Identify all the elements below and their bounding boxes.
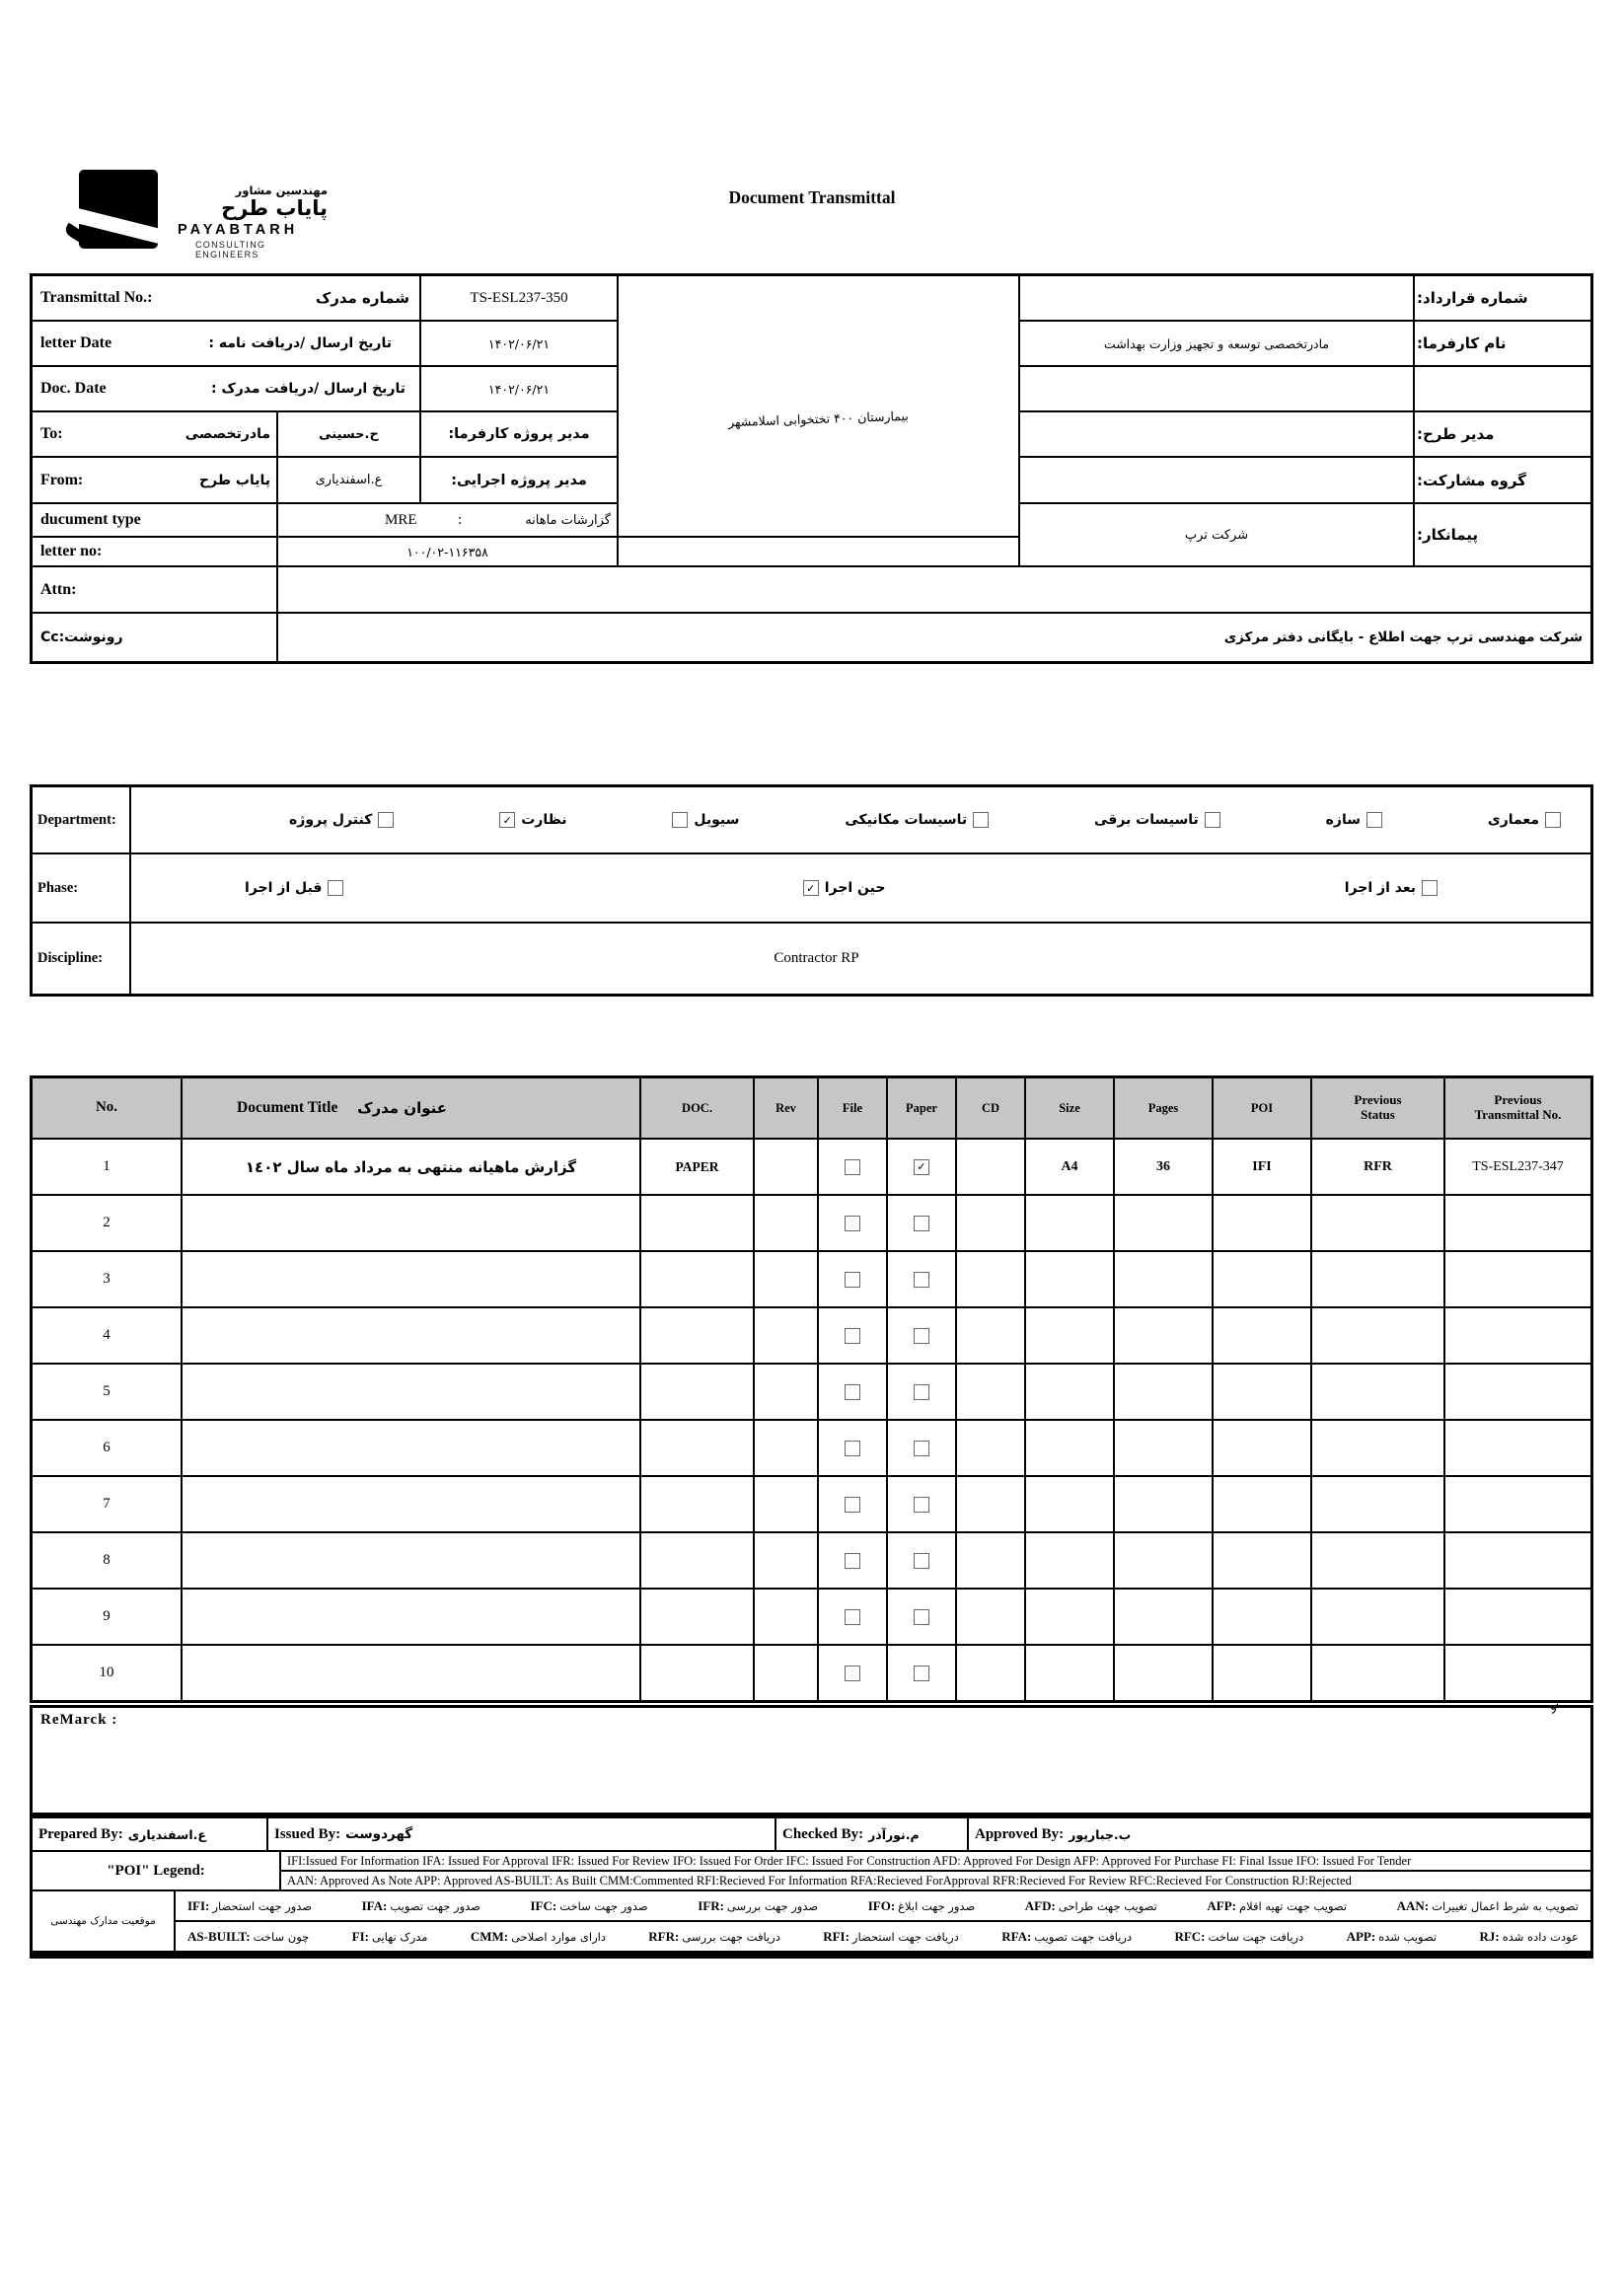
phase-option-during: ✓ حین اجرا bbox=[803, 880, 886, 896]
fa-legend-label: موقعیت مدارک مهندسی bbox=[50, 1915, 156, 1927]
project-control-checkbox[interactable] bbox=[378, 812, 394, 828]
col-no: No. bbox=[33, 1078, 183, 1138]
civil-checkbox[interactable] bbox=[672, 812, 688, 828]
doc-type-code: MRE bbox=[385, 511, 417, 528]
checked-by-label: Checked By: bbox=[782, 1825, 864, 1842]
table-row: 5 bbox=[33, 1365, 1590, 1421]
before-execution-checkbox[interactable] bbox=[328, 880, 343, 896]
dept-option-electrical: تاسیسات برقی bbox=[1094, 812, 1220, 828]
to-value: مادرتخصصی bbox=[185, 426, 270, 442]
approved-by-label: Approved By: bbox=[975, 1825, 1065, 1842]
file-checkbox[interactable] bbox=[845, 1216, 860, 1231]
to-label: To: bbox=[40, 425, 63, 442]
col-poi: POI bbox=[1214, 1078, 1312, 1138]
remark-label: ReMarck : bbox=[40, 1712, 118, 1728]
file-checkbox[interactable] bbox=[845, 1272, 860, 1288]
cc-label: Cc:رونوشت bbox=[40, 630, 123, 645]
legend-item-rfi: RFI: دریافت جهت استحضار bbox=[823, 1928, 959, 1944]
issued-by-value: گهردوست bbox=[345, 1826, 413, 1842]
paper-checkbox[interactable] bbox=[914, 1328, 929, 1344]
transmittal-info-table bbox=[30, 273, 1593, 664]
logo-en-name: PAYABTARH bbox=[178, 222, 299, 239]
department-options-row bbox=[131, 787, 1590, 852]
prepared-by-label: Prepared By: bbox=[38, 1825, 123, 1842]
paper-checkbox[interactable] bbox=[914, 1216, 929, 1231]
after-execution-checkbox[interactable] bbox=[1422, 880, 1438, 896]
plan-manager-label: مدیر طرح: bbox=[1417, 425, 1495, 443]
legend-item-aan: AAN: تصویب به شرط اعمال تغییرات bbox=[1396, 1897, 1579, 1913]
col-title: Document Title عنوان مدرک bbox=[183, 1078, 641, 1138]
partnership-label: گروه مشارکت: bbox=[1417, 471, 1526, 489]
file-checkbox[interactable] bbox=[845, 1384, 860, 1400]
table-row: 7 bbox=[33, 1477, 1590, 1533]
company-logo bbox=[79, 166, 375, 259]
col-prev-status: Previous Status bbox=[1312, 1078, 1445, 1138]
legend-item-rfc: RFC: دریافت جهت ساخت bbox=[1174, 1928, 1304, 1944]
from-person: ع.اسفندیاری bbox=[315, 473, 383, 487]
from-label: From: bbox=[40, 471, 84, 488]
table-row: 10 bbox=[33, 1646, 1590, 1700]
legend-item-app: APP: تصویب شده bbox=[1346, 1928, 1438, 1944]
dept-option-architecture: معماری bbox=[1488, 812, 1561, 828]
supervision-checkbox[interactable]: ✓ bbox=[499, 812, 515, 828]
legend-item-ifa: IFA: صدور جهت تصویب bbox=[361, 1897, 480, 1913]
client-name-label: نام کارفرما: bbox=[1417, 334, 1507, 352]
paper-checkbox[interactable] bbox=[914, 1272, 929, 1288]
letter-date-label-en: letter Date bbox=[40, 334, 112, 351]
doc-date-label-fa: تاریخ ارسال /دریافت مدرک : bbox=[210, 381, 406, 397]
department-phase-table bbox=[30, 784, 1593, 997]
table-row: 2 bbox=[33, 1196, 1590, 1252]
legend-item-fi: FI: مدرک نهایی bbox=[351, 1928, 428, 1944]
paper-checkbox[interactable]: ✓ bbox=[914, 1159, 929, 1175]
cc-value: شرکت مهندسی ترپ جهت اطلاع - بایگانی دفتر مرکزی bbox=[1223, 630, 1583, 645]
legend-item-ifc: IFC: صدور جهت ساخت bbox=[530, 1897, 648, 1913]
transmittal-no-label-en: Transmittal No.: bbox=[40, 289, 153, 306]
documents-table bbox=[30, 1075, 1593, 1703]
col-pages: Pages bbox=[1115, 1078, 1214, 1138]
col-file: File bbox=[819, 1078, 888, 1138]
project-name: بیمارستان ۴۰۰ تختخوابی اسلامشهر bbox=[727, 407, 910, 430]
doc-type-colon: : bbox=[458, 511, 463, 528]
contractor-value: شرکت ترپ bbox=[1184, 527, 1249, 543]
letter-date-value: ۱۴۰۲/۰۶/۲۱ bbox=[487, 335, 551, 351]
client-pm-label: مدیر پروژه کارفرما: bbox=[448, 426, 590, 442]
fa-legend-row2 bbox=[176, 1922, 1590, 1951]
phase-label: Phase: bbox=[37, 879, 79, 896]
file-checkbox[interactable] bbox=[845, 1497, 860, 1513]
phase-option-after: بعد از اجرا bbox=[1345, 880, 1438, 896]
from-value: پایاب طرح bbox=[199, 472, 270, 488]
electrical-checkbox[interactable] bbox=[1205, 812, 1220, 828]
transmittal-no-value: TS-ESL237-350 bbox=[470, 289, 568, 306]
mechanical-checkbox[interactable] bbox=[973, 812, 989, 828]
paper-checkbox[interactable] bbox=[914, 1666, 929, 1681]
exec-pm-label: مدیر پروژه اجرایی: bbox=[451, 472, 587, 488]
file-checkbox[interactable] bbox=[845, 1328, 860, 1344]
dept-option-structure: سازه bbox=[1326, 812, 1382, 828]
letter-no-label: letter no: bbox=[40, 543, 103, 559]
transmittal-no-label-fa: شماره مدرک bbox=[315, 289, 409, 307]
col-paper: Paper bbox=[888, 1078, 957, 1138]
doc-type-fa: گزارشات ماهانه bbox=[525, 512, 611, 528]
legend-item-ifo: IFO: صدور جهت ابلاغ bbox=[867, 1897, 976, 1913]
file-checkbox[interactable] bbox=[845, 1609, 860, 1625]
col-prev-transmittal: Previous Transmittal No. bbox=[1474, 1092, 1562, 1122]
paper-checkbox[interactable] bbox=[914, 1609, 929, 1625]
col-cd: CD bbox=[957, 1078, 1026, 1138]
doc-date-label-en: Doc. Date bbox=[40, 380, 107, 397]
legend-item-asbuilt: AS-BUILT: چون ساخت bbox=[187, 1928, 310, 1944]
phase-options-row bbox=[131, 854, 1590, 922]
letter-no-value: ۱۰۰/۰۲-۱۱۶۳۵۸ bbox=[406, 544, 488, 559]
discipline-value: Contractor RP bbox=[774, 950, 859, 966]
legend-item-ifi: IFI: صدور جهت استحضار bbox=[187, 1897, 313, 1913]
letter-date-label-fa: تاریخ ارسال /دریافت نامه : bbox=[208, 335, 392, 351]
department-label: Department: bbox=[37, 811, 116, 828]
checked-by-value: م.نورآذر bbox=[868, 1826, 920, 1842]
structure-checkbox[interactable] bbox=[1366, 812, 1382, 828]
file-checkbox[interactable] bbox=[845, 1553, 860, 1569]
contract-no-label: شماره قرارداد: bbox=[1417, 289, 1528, 307]
file-checkbox[interactable] bbox=[845, 1441, 860, 1456]
prepared-by-value: ع.اسفندیاری bbox=[127, 1826, 206, 1842]
contractor-label: پیمانکار: bbox=[1417, 526, 1479, 544]
paper-checkbox[interactable] bbox=[914, 1553, 929, 1569]
approved-by-value: ب.جبارپور bbox=[1069, 1826, 1132, 1842]
remark-scribble: تو bbox=[1545, 1696, 1562, 1715]
paper-checkbox[interactable] bbox=[914, 1441, 929, 1456]
attn-label: Attn: bbox=[40, 580, 77, 598]
legend-item-rj: RJ: عودت داده شده bbox=[1479, 1928, 1579, 1944]
paper-checkbox[interactable] bbox=[914, 1497, 929, 1513]
logo-fa-small: مهندسین مشاور bbox=[235, 184, 328, 197]
legend-item-rfa: RFA: دریافت جهت تصویب bbox=[1001, 1928, 1133, 1944]
table-row: 4 bbox=[33, 1308, 1590, 1365]
architecture-checkbox[interactable] bbox=[1545, 812, 1561, 828]
dept-option-mechanical: تاسیسات مکانیکی bbox=[845, 812, 989, 828]
to-person: ح.حسینی bbox=[319, 426, 379, 442]
right-blank-value-cell bbox=[1020, 367, 1413, 410]
table-row: 1 گزارش ماهیانه منتهی به مرداد ماه سال ١٤٠٢ PAPER ✓ A4 36 IFI RFR TS-ESL237-347 bbox=[33, 1140, 1590, 1196]
client-name-value: مادرتخصصی توسعه و تجهیز وزارت بهداشت bbox=[1103, 335, 1330, 351]
file-checkbox[interactable] bbox=[845, 1159, 860, 1175]
legend-item-cmm: CMM: دارای موارد اصلاحی bbox=[470, 1928, 606, 1944]
signature-legend-block bbox=[30, 1815, 1593, 1959]
during-execution-checkbox[interactable]: ✓ bbox=[803, 880, 819, 896]
discipline-label: Discipline: bbox=[37, 950, 104, 966]
table-row: 8 bbox=[33, 1533, 1590, 1590]
issued-by-label: Issued By: bbox=[274, 1825, 341, 1842]
phase-option-before: قبل از اجرا bbox=[245, 880, 343, 896]
right-blank-label-cell bbox=[1415, 367, 1590, 410]
poi-legend-line1: IFI:Issued For Information IFA: Issued For Approval IFR: Issued For Review IFO: Issued For Order IFC: Issued For Construction AFD: Approved For Design AFP: Approved For Purchase FI: Final Issue IFO: Issued For Tender bbox=[281, 1852, 1590, 1870]
col-doc: DOC. bbox=[641, 1078, 755, 1138]
remark-box bbox=[30, 1696, 1593, 1815]
poi-legend-line2: AAN: Approved As Note APP: Approved AS-BUILT: As Built CMM:Commented RFI:Recieved For Information RFA:Recieved ForApproval RFR:Recieved For Review RFC:Recieved For Construction RJ:Rejected bbox=[281, 1872, 1590, 1889]
fa-legend-row1 bbox=[176, 1891, 1590, 1920]
documents-table-header bbox=[33, 1078, 1590, 1140]
table-row: 3 bbox=[33, 1252, 1590, 1308]
col-rev: Rev bbox=[755, 1078, 819, 1138]
legend-item-rfr: RFR: دریافت جهت بررسی bbox=[648, 1928, 780, 1944]
poi-legend-label: "POI" Legend: bbox=[107, 1862, 205, 1879]
table-row: 6 bbox=[33, 1421, 1590, 1477]
paper-checkbox[interactable] bbox=[914, 1384, 929, 1400]
legend-item-afd: AFD: تصویب جهت طراحی bbox=[1024, 1897, 1157, 1913]
table-row: 9 bbox=[33, 1590, 1590, 1646]
letter-no-spacer-cell bbox=[619, 538, 1018, 565]
dept-option-supervision: ✓ نظارت bbox=[499, 812, 566, 828]
dept-option-civil: سیویل bbox=[672, 812, 739, 828]
logo-fa-big: پایاب طرح bbox=[221, 196, 328, 220]
page-title: Document Transmittal bbox=[728, 187, 896, 207]
dept-option-project-control: کنترل پروژه bbox=[289, 812, 394, 828]
legend-item-afp: AFP: تصویب جهت تهیه اقلام bbox=[1207, 1897, 1348, 1913]
file-checkbox[interactable] bbox=[845, 1666, 860, 1681]
doc-type-label: ducument type bbox=[40, 511, 141, 528]
col-size: Size bbox=[1026, 1078, 1115, 1138]
doc-date-value: ۱۴۰۲/۰۶/۲۱ bbox=[487, 381, 551, 397]
logo-en-sub: CONSULTING ENGINEERS bbox=[195, 240, 266, 260]
legend-item-ifr: IFR: صدور جهت بررسی bbox=[698, 1897, 819, 1913]
